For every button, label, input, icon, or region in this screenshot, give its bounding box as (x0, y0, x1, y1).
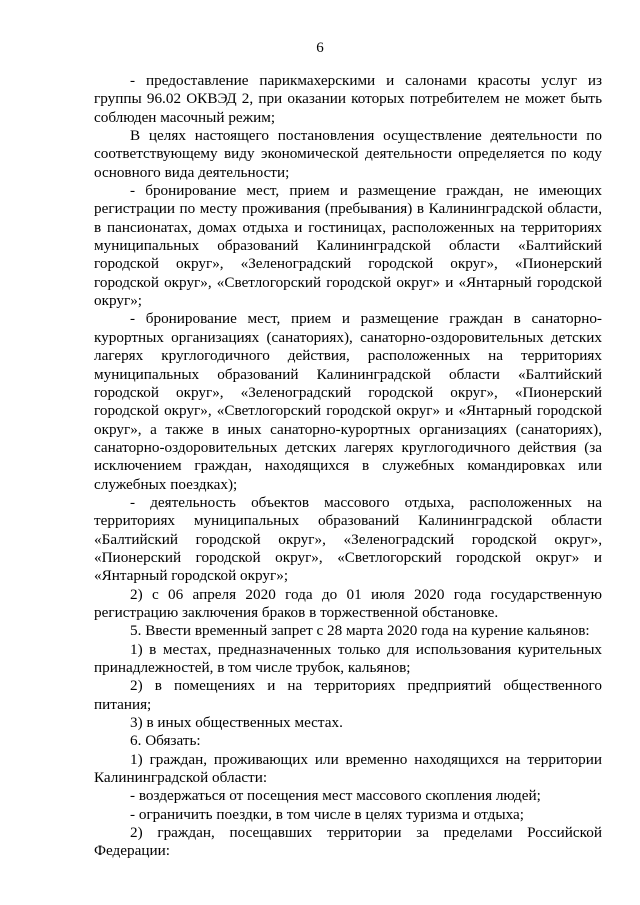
paragraph: - предоставление парикмахерскими и салонами красоты услуг из группы 96.02 ОКВЭД 2, при оказании которых потребителем не может быть соблюден масочный режим; (94, 72, 602, 126)
paragraph: 3) в иных общественных местах. (130, 714, 343, 732)
paragraph: 1) граждан, проживающих или временно находящихся на территории Калининградской области: (94, 750, 602, 787)
paragraph: - ограничить поездки, в том числе в целях туризма и отдыха; (130, 805, 524, 823)
paragraph: В целях настоящего постановления осуществление деятельности по соответствующему виду экономической деятельности определяется по коду основного вида деятельности; (94, 127, 602, 181)
paragraph: 2) в помещениях и на территориях предприятий общественного питания; (94, 677, 602, 713)
paragraph: 2) граждан, посещавших территории за пределами Российской Федерации: (94, 824, 602, 860)
paragraph: - воздержаться от посещения мест массового скопления людей; (130, 787, 541, 805)
paragraph: 2) с 06 апреля 2020 года до 01 июля 2020 года государственную регистрацию заключения браков в торжественной обстановке. (94, 585, 602, 621)
page-number: 6 (316, 40, 324, 56)
paragraph: 6. Обязать: (130, 732, 201, 750)
paragraph: - бронирование мест, прием и размещение граждан в санаторно-курортных организациях (санаториях), санаторно-оздоровительных детских лагерях круглогодичного действия, расположенных на территориях муниципальных образований Калининградской области «Балтийский городской округ», «Зеленоградский городской округ», «Пионерский городской округ», «Светлогорский городской округ» и «Янтарный городской округ», а также в иных санаторно-курортных организациях (санаториях), санаторно-оздоровительных детских лагерях круглогодичного действия (за исключением граждан, находящихся в служебных командировках или служебных поездках); (94, 310, 602, 493)
document-body (94, 72, 602, 861)
paragraph: - деятельность объектов массового отдыха, расположенных на территориях муниципальных образований Калининградской области «Балтийский городской округ», «Зеленоградский городской округ», «Пионерский городской округ», «Светлогорский городской округ» и «Янтарный городской округ»; (94, 493, 602, 585)
paragraph: 5. Ввести временный запрет с 28 марта 2020 года на курение кальянов: (130, 622, 590, 640)
paragraph: 1) в местах, предназначенных только для использования курительных принадлежностей, в том числе трубок, кальянов; (94, 640, 602, 676)
paragraph: - бронирование мест, прием и размещение граждан, не имеющих регистрации по месту проживания (пребывания) в Калининградской области, в пансионатах, домах отдыха и гостиницах, расположенных на территориях муниципальных образований Калининградской области «Балтийский городской округ», «Зеленоградский городской округ», «Пионерский городской округ», «Светлогорский городской округ» и «Янтарный городской округ»; (94, 182, 602, 310)
